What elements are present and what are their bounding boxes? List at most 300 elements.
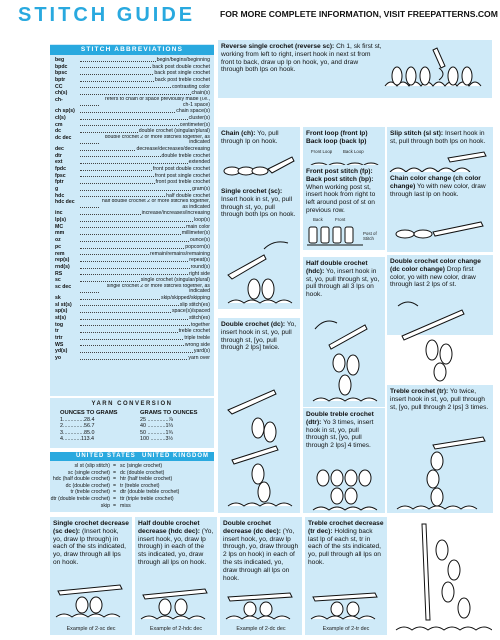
leader-dots xyxy=(80,348,193,353)
abbreviation-meaning: right side xyxy=(188,270,210,277)
us-uk-row xyxy=(50,463,214,469)
abbreviation-row xyxy=(55,122,210,129)
front-loop-label: Front Loop xyxy=(311,149,333,154)
us-term: skip xyxy=(100,502,110,509)
abbreviation-key: g xyxy=(55,186,59,192)
card-body: Yo with new color, draw through last lp on hook. xyxy=(390,182,486,198)
card-body: Insert hook in st, pull through both lps on hook. xyxy=(390,130,486,145)
leader-dots xyxy=(80,210,141,215)
abbreviation-key: ch(s) xyxy=(55,90,68,97)
abbreviation-row xyxy=(55,355,210,362)
abbreviation-row xyxy=(55,108,210,115)
abbreviation-meaning: triple treble xyxy=(184,335,210,342)
leader-dots xyxy=(80,166,152,171)
abbreviation-key: sp(s) xyxy=(55,308,68,315)
half-double-crochet-illustration xyxy=(309,315,381,405)
abbreviation-key: bpsc xyxy=(55,70,68,77)
oz-row: 1..............28.4 xyxy=(60,416,95,423)
card-title: Double crochet color change (dc color change) xyxy=(390,258,481,273)
card-hdc-decrease xyxy=(135,517,217,635)
leader-dots xyxy=(80,186,191,191)
card-body: (Yo, insert hook, yo, draw lp through, yo, draw through 2 lps on hook) in each of the sts indicated, yo, draw through all lps on hook. xyxy=(223,527,299,582)
equals-sign: = xyxy=(113,489,117,496)
abbreviation-row xyxy=(55,193,210,200)
leader-dots xyxy=(80,179,155,184)
abbreviation-meaning: double crochet 2 or more stitches together, as indicated xyxy=(104,134,210,146)
abbreviation-key: ch- xyxy=(55,97,63,104)
leader-dots xyxy=(80,64,151,69)
abbreviation-meaning: yard(s) xyxy=(193,348,210,355)
abbreviation-meaning: treble crochet xyxy=(178,328,210,335)
abbreviation-row xyxy=(55,308,210,315)
abbreviation-key: pc xyxy=(55,243,62,250)
abbreviation-meaning: chain(s) xyxy=(191,90,210,97)
card-single-crochet xyxy=(218,185,300,309)
card-title: Double crochet decrease (dc dec): xyxy=(223,520,281,535)
abbreviation-meaning: front post treble crochet xyxy=(155,179,210,186)
leader-dots xyxy=(80,153,161,158)
abbreviation-row xyxy=(55,217,210,224)
card-body: Yo, pull through lp on hook. xyxy=(221,130,279,145)
abbreviation-row xyxy=(55,271,210,278)
us-term: hdc (half double crochet) xyxy=(52,476,110,483)
card-text xyxy=(306,130,382,146)
leader-dots xyxy=(80,230,181,235)
abbreviation-row xyxy=(55,335,210,342)
leader-dots xyxy=(80,271,188,276)
card-text xyxy=(306,411,382,450)
abbreviation-key: lp(s) xyxy=(55,217,66,224)
leader-dots xyxy=(80,302,179,307)
leader-dots xyxy=(80,284,99,293)
abbreviation-row xyxy=(55,230,210,237)
leader-dots xyxy=(80,173,154,178)
yarn-conversion-heading: YARN CONVERSION xyxy=(91,401,173,407)
card-text xyxy=(223,520,299,582)
abbreviation-row xyxy=(55,237,210,244)
ounces-to-grams-heading: OUNCES TO GRAMS xyxy=(60,410,118,416)
leader-dots xyxy=(80,224,185,229)
uk-term: dc (double crochet) xyxy=(120,469,165,476)
leader-dots xyxy=(80,199,99,208)
card-body: (Yo, insert hook, yo, draw lp through) in each of the sts indicated, yo, draw through all lps on hook. xyxy=(138,527,214,566)
leader-dots xyxy=(80,251,149,256)
abbreviation-row xyxy=(55,210,210,217)
card-sc-decrease xyxy=(50,517,132,635)
card-title: Single crochet (sc): xyxy=(221,188,283,195)
abbreviation-meaning: space(s)/spaced xyxy=(171,308,210,315)
visit-line xyxy=(220,9,498,19)
abbreviation-meaning: cluster(s) xyxy=(188,114,210,121)
front-label: Front xyxy=(335,217,346,222)
abbreviation-meaning: back post double crochet xyxy=(152,63,210,70)
equals-sign: = xyxy=(113,463,117,469)
card-text xyxy=(221,321,297,352)
us-uk-row xyxy=(50,503,214,509)
card-text xyxy=(390,258,490,289)
abbreviation-key: hdc xyxy=(55,192,65,199)
card-text xyxy=(221,188,297,219)
abbreviation-row xyxy=(55,295,210,302)
abbreviation-row xyxy=(55,284,210,295)
us-heading: UNITED STATES xyxy=(76,453,136,459)
card-title: Single crochet decrease (sc dec): xyxy=(53,520,129,535)
us-uk-row xyxy=(50,476,214,482)
double-crochet-illustration xyxy=(224,370,296,510)
abbreviation-row xyxy=(55,115,210,122)
us-uk-row xyxy=(50,483,214,489)
abbreviation-key: dec xyxy=(55,145,64,152)
leader-dots xyxy=(80,315,188,320)
abbreviation-key: sc dec xyxy=(55,283,72,290)
card-front-back-post xyxy=(303,165,385,250)
g-row: 50 ............1¾ xyxy=(140,429,173,436)
leader-dots xyxy=(80,70,153,75)
us-uk-heading-bar xyxy=(50,452,214,461)
abbreviations-heading: STITCH ABBREVIATIONS xyxy=(50,45,214,55)
abbreviation-row xyxy=(55,302,210,309)
abbreviation-meaning: back post single crochet xyxy=(154,70,210,77)
card-text xyxy=(390,175,490,198)
equals-sign: = xyxy=(113,502,117,509)
yarn-conversion-panel xyxy=(50,398,214,448)
equals-sign: = xyxy=(113,496,117,502)
g-row: 40 ............1⅔ xyxy=(140,423,173,430)
abbreviation-key: RS xyxy=(55,270,63,277)
card-body: Holding back last lp of each st, tr in each of the sts indicated, yo, pull through all lps on hook. xyxy=(308,527,381,566)
abbreviation-key: cl(s) xyxy=(55,114,66,121)
abbreviations-list xyxy=(55,57,210,362)
us-term: dc (double crochet) xyxy=(65,482,110,489)
abbreviations-panel xyxy=(50,44,214,396)
abbreviation-row xyxy=(55,135,210,146)
card-title: Treble crochet decrease (tr dec): xyxy=(308,520,384,535)
oz-row: 4............113.4 xyxy=(60,436,95,443)
card-text xyxy=(221,43,382,74)
abbreviation-key: dtr xyxy=(55,152,62,159)
card-reverse-sc xyxy=(218,40,492,98)
abbreviation-row xyxy=(55,322,210,329)
treble-crochet-illustration xyxy=(393,435,489,511)
dc-color-change-illustration xyxy=(392,296,488,382)
abbreviation-row xyxy=(55,348,210,355)
card-body: Yo, insert hook in st, yo, pull through st, yo, pull through all 3 lps on hook. xyxy=(306,267,380,299)
page-header xyxy=(6,4,496,24)
g-row: 100 ..........3½ xyxy=(140,436,173,443)
abbreviation-meaning: refers to chain or space previously made (i.e., ch-1 space) xyxy=(105,97,210,108)
abbreviation-key: beg xyxy=(55,57,65,63)
abbreviation-meaning: centimeter(s) xyxy=(179,121,210,128)
abbreviation-row xyxy=(55,342,210,349)
abbreviation-key: sc xyxy=(55,277,61,284)
card-text xyxy=(306,260,382,299)
abbreviation-key: yd(s) xyxy=(55,348,68,355)
grams-to-ounces-column xyxy=(140,410,198,443)
card-half-double-crochet xyxy=(303,257,385,407)
abbreviation-meaning: increase/increases/increasing xyxy=(141,210,210,217)
card-title: Half double crochet decrease (hdc dec): xyxy=(138,520,200,535)
g-row: 25 ..............⅞ xyxy=(140,416,173,423)
leader-dots xyxy=(80,257,188,262)
leader-dots xyxy=(80,322,190,327)
abbreviation-key: MC xyxy=(55,223,64,230)
double-treble-crochet-illustration xyxy=(309,464,381,512)
abbreviation-key: fptr xyxy=(55,179,64,186)
abbreviation-meaning: single crochet (singular/plural) xyxy=(140,277,210,284)
site-link[interactable]: FREEPATTERNS.COM xyxy=(407,9,498,19)
abbreviation-key: rnd(s) xyxy=(55,263,70,270)
card-title: Double treble crochet (dtr): xyxy=(306,411,374,426)
abbreviation-meaning: front post double crochet xyxy=(152,165,210,172)
abbreviation-meaning: remain/remains/remaining xyxy=(150,250,210,257)
abbreviation-key: tr xyxy=(55,328,59,335)
abbreviation-row xyxy=(55,186,210,193)
abbreviation-meaning: extended xyxy=(188,159,210,166)
abbreviation-meaning: begin/begins/beginning xyxy=(156,57,210,63)
uk-heading: UNITED KINGDOM xyxy=(142,453,209,459)
abbreviation-key: trtr xyxy=(55,335,63,342)
abbreviation-key: mm xyxy=(55,230,65,237)
card-title: Slip stitch (sl st): xyxy=(390,130,444,137)
abbreviation-meaning: round(s) xyxy=(190,263,210,270)
oz-row: 3..............85.0 xyxy=(60,429,95,436)
abbreviation-meaning: gram(s) xyxy=(192,186,210,192)
card-text xyxy=(53,520,129,567)
abbreviation-row xyxy=(55,264,210,271)
abbreviation-meaning: main color xyxy=(186,223,210,230)
oz-row: 2..............56.7 xyxy=(60,423,95,430)
card-title: Front post stitch (fp): Back post stitch (bp): xyxy=(306,168,374,183)
abbreviation-row xyxy=(55,84,210,91)
card-body: (Insert hook, yo, draw lp through) in each of the sts indicated, yo, draw through all lps on hook. xyxy=(53,527,126,566)
abbreviation-key: tog xyxy=(55,321,64,328)
back-loop-label: Back Loop xyxy=(343,149,364,154)
abbreviation-row xyxy=(55,153,210,160)
abbreviation-row xyxy=(55,244,210,251)
abbreviation-meaning: skip/skipped/skipping xyxy=(160,294,210,301)
leader-dots xyxy=(80,90,191,95)
leader-dots xyxy=(80,108,175,113)
leader-dots xyxy=(80,159,188,164)
abbreviation-row xyxy=(55,90,210,97)
abbreviation-key: inc xyxy=(55,210,63,217)
card-double-treble-crochet xyxy=(303,408,385,513)
card-dc-decrease xyxy=(220,517,302,635)
dc-decrease-caption: Example of 2-dc dec xyxy=(236,626,286,632)
abbreviation-key: bptr xyxy=(55,77,66,84)
abbreviation-meaning: together xyxy=(190,321,210,328)
equals-sign: = xyxy=(113,469,117,476)
abbreviation-row xyxy=(55,277,210,284)
abbreviation-row xyxy=(55,315,210,322)
card-body: Yo 3 times, insert hook in st, yo, pull through st, [yo, pull through 2 lps] 4 times. xyxy=(306,418,374,450)
abbreviation-row xyxy=(55,251,210,258)
card-text xyxy=(221,130,297,146)
leader-dots xyxy=(80,295,160,300)
us-term: tr (treble crochet) xyxy=(70,489,110,496)
leader-dots xyxy=(80,308,171,313)
chain-illustration xyxy=(222,153,296,183)
grams-to-ounces-heading: GRAMS TO OUNCES xyxy=(140,410,198,416)
card-body: Yo twice, insert hook in st, yo, pull through st, [yo, pull through 2 lps] 3 times. xyxy=(390,388,489,411)
abbreviation-meaning: decrease/decreases/decreasing xyxy=(136,145,210,152)
card-title: Chain color change (ch color change) xyxy=(390,175,481,190)
abbreviation-key: fpsc xyxy=(55,172,66,179)
abbreviation-key: st(s) xyxy=(55,315,66,321)
uk-term: tr (treble crochet) xyxy=(120,482,160,489)
abbreviation-meaning: wrong side xyxy=(184,341,210,348)
abbreviation-meaning: front post single crochet xyxy=(154,172,210,179)
abbreviation-row xyxy=(55,77,210,84)
post-stitch-illustration xyxy=(305,223,365,249)
page-title: STITCH GUIDE xyxy=(18,4,196,26)
abbreviation-row xyxy=(55,173,210,180)
leader-dots xyxy=(80,342,184,347)
abbreviation-meaning: double treble crochet xyxy=(161,152,210,159)
abbreviation-row xyxy=(55,146,210,153)
leader-dots xyxy=(80,355,187,360)
card-double-crochet xyxy=(218,318,300,513)
chain-color-change-illustration xyxy=(393,218,489,248)
back-label: Back xyxy=(313,217,323,222)
us-uk-panel xyxy=(50,452,214,512)
leader-dots xyxy=(80,193,165,198)
abbreviation-key: ext xyxy=(55,159,63,166)
abbreviation-row xyxy=(55,70,210,77)
abbreviation-meaning: double crochet (singular/plural) xyxy=(138,128,210,135)
abbreviation-meaning: popcorn(s) xyxy=(185,243,210,250)
abbreviation-row xyxy=(55,64,210,71)
visit-text: FOR MORE COMPLETE INFORMATION, VISIT xyxy=(220,9,406,19)
post-of-stitch-label: Post of Stitch xyxy=(363,231,377,241)
abbreviation-meaning: repeat(s) xyxy=(189,257,210,264)
card-body: Insert hook in st, yo, pull through st, yo, pull through both lps on hook. xyxy=(221,195,296,219)
card-title: Half double crochet (hdc): xyxy=(306,260,368,275)
equals-sign: = xyxy=(113,476,117,483)
abbreviation-key: CC xyxy=(55,83,63,90)
card-text xyxy=(390,130,490,146)
leader-dots xyxy=(80,244,184,249)
abbreviation-key: sk xyxy=(55,294,61,301)
leader-dots xyxy=(80,237,189,242)
abbreviation-row xyxy=(55,57,210,64)
abbreviation-meaning: half double crochet 2 or more stitches together, as indicated xyxy=(101,199,210,210)
tr-decrease-caption: Example of 2-tr dec xyxy=(322,626,370,632)
abbreviation-key: cm xyxy=(55,121,63,128)
abbreviation-row xyxy=(55,257,210,264)
abbreviation-row xyxy=(55,166,210,173)
abbreviation-key: rep(s) xyxy=(55,257,70,264)
uk-term: dtr (double treble crochet) xyxy=(120,489,180,496)
card-title: Front loop (front lp) Back loop (back lp) xyxy=(306,130,368,145)
abbreviation-row xyxy=(55,179,210,186)
leader-dots xyxy=(80,84,171,89)
tr-decrease-illustration xyxy=(309,591,383,623)
card-body: Drop first color, yo with new color, draw through last 2 lps of st. xyxy=(390,265,476,289)
abbreviation-key: WS xyxy=(55,341,64,348)
single-crochet-illustration xyxy=(224,239,296,307)
abbreviation-meaning: yarn over xyxy=(188,355,210,362)
leader-dots xyxy=(80,328,178,333)
ounces-to-grams-column xyxy=(60,410,118,443)
card-tr-decrease xyxy=(305,517,387,635)
abbreviation-row xyxy=(55,128,210,135)
leader-dots xyxy=(80,128,138,133)
leader-dots xyxy=(80,264,190,269)
abbreviation-meaning: chain space(s) xyxy=(176,108,210,115)
abbreviation-meaning: back post treble crochet xyxy=(154,77,210,84)
us-term: sl st (slip stitch) xyxy=(74,463,110,469)
abbreviation-meaning: slip stitch(es) xyxy=(179,301,210,308)
abbreviation-row xyxy=(55,328,210,335)
abbreviation-row xyxy=(55,159,210,166)
hdc-decrease-caption: Example of 2-hdc dec xyxy=(149,626,203,632)
abbreviation-key: bpdc xyxy=(55,63,68,70)
card-title: Double crochet (dc): xyxy=(221,321,286,328)
abbreviation-key: dc dec xyxy=(55,134,72,141)
card-title: Reverse single crochet (reverse sc): xyxy=(221,43,335,50)
leader-dots xyxy=(80,146,135,151)
leader-dots xyxy=(80,77,154,82)
abbreviation-meaning: loop(s) xyxy=(194,217,210,224)
hdc-decrease-illustration xyxy=(139,587,213,623)
leader-dots xyxy=(80,217,193,222)
abbreviation-meaning: single crochet 2 or more stitches together, as indicated xyxy=(106,283,210,295)
tr-decrease-large-illustration xyxy=(392,520,492,636)
abbreviation-key: dc xyxy=(55,128,62,135)
card-body: Yo, insert hook in st, yo, pull through st, [yo, pull through 2 lps] twice. xyxy=(221,321,297,352)
leader-dots xyxy=(80,135,99,144)
leader-dots xyxy=(80,335,183,340)
card-chain xyxy=(218,127,300,185)
card-text xyxy=(390,388,490,411)
abbreviation-meaning: half double crochet xyxy=(166,192,210,199)
us-uk-row xyxy=(50,489,214,495)
abbreviation-row xyxy=(55,97,210,108)
uk-term: ttr (triple treble crochet) xyxy=(120,496,174,502)
uk-term: htr (half treble crochet) xyxy=(120,476,173,483)
abbreviation-row xyxy=(55,224,210,231)
abbreviation-key: rem xyxy=(55,250,65,257)
abbreviation-row xyxy=(55,199,210,210)
us-term: sc (single crochet) xyxy=(67,469,110,476)
leader-dots xyxy=(80,57,156,62)
sc-decrease-caption: Example of 2-sc dec xyxy=(66,626,116,632)
abbreviation-key: fpdc xyxy=(55,165,66,172)
card-treble-crochet xyxy=(387,385,493,513)
abbreviation-key: hdc dec xyxy=(55,199,75,206)
abbreviation-key: sl st(s) xyxy=(55,301,72,308)
card-text xyxy=(308,520,384,567)
reverse-sc-illustration xyxy=(383,46,489,96)
card-text xyxy=(138,520,214,567)
abbreviation-meaning: stitch(es) xyxy=(188,315,210,321)
card-body: Ch 1, sk first st, working from left to right, insert hook in next st from front to back, draw up lp on hook, yo, and draw through both lps on hook. xyxy=(221,43,382,74)
us-uk-row xyxy=(50,496,214,502)
equals-sign: = xyxy=(113,482,117,489)
abbreviation-key: oz xyxy=(55,237,61,244)
us-uk-row xyxy=(50,470,214,476)
leader-dots xyxy=(80,122,179,127)
sc-decrease-illustration xyxy=(54,581,128,621)
card-title: Chain (ch): xyxy=(221,130,256,137)
leader-dots xyxy=(80,97,99,106)
card-title: Treble crochet (tr): xyxy=(390,388,449,395)
card-body: When working post st, insert hook from right to left around post of st on previous row. xyxy=(306,183,376,214)
abbreviation-key: yo xyxy=(55,355,62,362)
card-chain-color-change xyxy=(387,172,493,252)
abbreviation-key: ch sp(s) xyxy=(55,108,75,115)
